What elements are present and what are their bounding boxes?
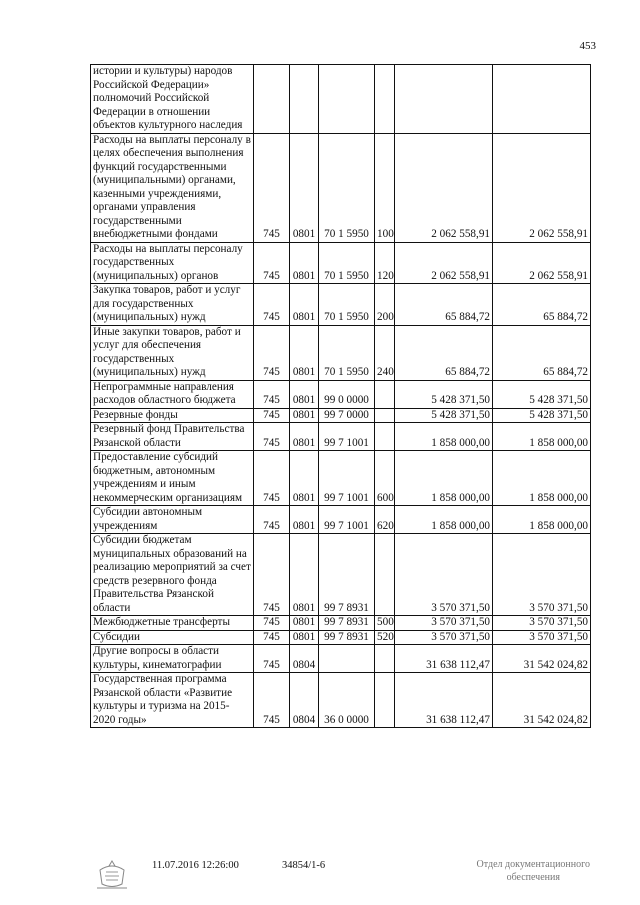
table-row: [91, 534, 591, 616]
row-expense-type: [375, 645, 395, 673]
page-footer: [0, 858, 640, 898]
row-amount-year-1: 2 062 558,91: [395, 242, 493, 284]
table-row: [91, 645, 591, 673]
row-ministry-code: 745: [254, 284, 290, 326]
row-name: Расходы на выплаты персоналу в целях обеспечения выполнения функций государственными (муниципальными) органами, казенными учреждениями, органами управления государственными внебюджетными фондами: [91, 133, 254, 242]
row-amount-year-1: 3 570 371,50: [395, 630, 493, 645]
row-target-code: [319, 65, 375, 134]
row-expense-type: 600: [375, 451, 395, 506]
row-ministry-code: 745: [254, 380, 290, 408]
row-section-code: 0801: [290, 380, 319, 408]
emblem-icon: [92, 858, 132, 892]
table-row: [91, 65, 591, 134]
row-target-code: 99 7 8931: [319, 616, 375, 631]
row-ministry-code: 745: [254, 630, 290, 645]
row-amount-year-1: 3 570 371,50: [395, 534, 493, 616]
row-ministry-code: 745: [254, 423, 290, 451]
row-target-code: 99 7 1001: [319, 423, 375, 451]
row-amount-year-2: [493, 65, 591, 134]
row-amount-year-2: 3 570 371,50: [493, 630, 591, 645]
row-section-code: 0801: [290, 506, 319, 534]
row-expense-type: [375, 408, 395, 423]
row-section-code: 0801: [290, 133, 319, 242]
row-target-code: 70 1 5950: [319, 284, 375, 326]
row-name: Другие вопросы в области культуры, кинематографии: [91, 645, 254, 673]
row-ministry-code: 745: [254, 645, 290, 673]
row-target-code: 70 1 5950: [319, 242, 375, 284]
row-amount-year-1: 1 858 000,00: [395, 451, 493, 506]
row-expense-type: [375, 380, 395, 408]
table-row: [91, 408, 591, 423]
row-ministry-code: 745: [254, 408, 290, 423]
row-section-code: 0801: [290, 325, 319, 380]
row-name: Непрограммные направления расходов областного бюджета: [91, 380, 254, 408]
row-expense-type: 240: [375, 325, 395, 380]
row-name: Субсидии автономным учреждениям: [91, 506, 254, 534]
row-ministry-code: 745: [254, 451, 290, 506]
row-amount-year-1: 5 428 371,50: [395, 408, 493, 423]
row-target-code: 70 1 5950: [319, 325, 375, 380]
row-target-code: 99 0 0000: [319, 380, 375, 408]
row-section-code: 0801: [290, 451, 319, 506]
row-expense-type: 520: [375, 630, 395, 645]
department-line-1: Отдел документационного: [476, 859, 590, 870]
row-amount-year-2: 5 428 371,50: [493, 408, 591, 423]
table-row: [91, 673, 591, 728]
row-name: Резервные фонды: [91, 408, 254, 423]
row-amount-year-2: 3 570 371,50: [493, 616, 591, 631]
row-section-code: 0801: [290, 242, 319, 284]
row-amount-year-1: 1 858 000,00: [395, 506, 493, 534]
row-section-code: 0801: [290, 630, 319, 645]
row-amount-year-2: 65 884,72: [493, 325, 591, 380]
row-amount-year-2: 31 542 024,82: [493, 645, 591, 673]
row-expense-type: 200: [375, 284, 395, 326]
table-row: [91, 284, 591, 326]
table-row: [91, 380, 591, 408]
row-expense-type: [375, 423, 395, 451]
row-amount-year-1: [395, 65, 493, 134]
row-section-code: 0801: [290, 534, 319, 616]
row-section-code: 0801: [290, 616, 319, 631]
row-section-code: 0801: [290, 408, 319, 423]
row-ministry-code: 745: [254, 616, 290, 631]
row-expense-type: 120: [375, 242, 395, 284]
row-target-code: [319, 645, 375, 673]
row-ministry-code: 745: [254, 325, 290, 380]
row-amount-year-1: 2 062 558,91: [395, 133, 493, 242]
row-target-code: 70 1 5950: [319, 133, 375, 242]
table-row: [91, 506, 591, 534]
budget-table: [90, 64, 591, 728]
row-expense-type: [375, 65, 395, 134]
row-amount-year-2: 1 858 000,00: [493, 451, 591, 506]
row-amount-year-2: 1 858 000,00: [493, 423, 591, 451]
row-name: истории и культуры) народов Российской Федерации» полномочий Российской Федерации в отношении объектов культурного наследия: [91, 65, 254, 134]
row-expense-type: [375, 673, 395, 728]
table-row: [91, 616, 591, 631]
row-amount-year-1: 1 858 000,00: [395, 423, 493, 451]
row-amount-year-2: 65 884,72: [493, 284, 591, 326]
row-ministry-code: 745: [254, 242, 290, 284]
row-target-code: 99 7 1001: [319, 506, 375, 534]
row-target-code: 99 7 1001: [319, 451, 375, 506]
row-amount-year-2: 2 062 558,91: [493, 133, 591, 242]
row-target-code: 99 7 8931: [319, 534, 375, 616]
row-amount-year-1: 65 884,72: [395, 284, 493, 326]
row-name: Расходы на выплаты персоналу государственных (муниципальных) органов: [91, 242, 254, 284]
footer-doc-number: 34854/1-6: [282, 860, 326, 871]
department-line-2: обеспечения: [506, 872, 560, 883]
row-section-code: 0804: [290, 673, 319, 728]
row-target-code: 99 7 0000: [319, 408, 375, 423]
row-amount-year-2: 1 858 000,00: [493, 506, 591, 534]
row-target-code: 36 0 0000: [319, 673, 375, 728]
row-section-code: 0804: [290, 645, 319, 673]
row-name: Межбюджетные трансферты: [91, 616, 254, 631]
row-name: Государственная программа Рязанской области «Развитие культуры и туризма на 2015-2020 годы»: [91, 673, 254, 728]
table-row: [91, 325, 591, 380]
row-ministry-code: 745: [254, 673, 290, 728]
row-section-code: 0801: [290, 423, 319, 451]
row-ministry-code: [254, 65, 290, 134]
row-amount-year-1: 65 884,72: [395, 325, 493, 380]
table-row: [91, 630, 591, 645]
table-row: [91, 423, 591, 451]
row-expense-type: [375, 534, 395, 616]
row-target-code: 99 7 8931: [319, 630, 375, 645]
row-name: Резервный фонд Правительства Рязанской области: [91, 423, 254, 451]
row-amount-year-1: 31 638 112,47: [395, 645, 493, 673]
row-ministry-code: 745: [254, 506, 290, 534]
row-expense-type: 620: [375, 506, 395, 534]
row-expense-type: 100: [375, 133, 395, 242]
row-name: Субсидии: [91, 630, 254, 645]
row-name: Предоставление субсидий бюджетным, автономным учреждениям и иным некоммерческим организациям: [91, 451, 254, 506]
page-number: 453: [579, 40, 596, 52]
row-section-code: [290, 65, 319, 134]
row-name: Субсидии бюджетам муниципальных образований на реализацию мероприятий за счет средств резервного фонда Правительства Рязанской области: [91, 534, 254, 616]
row-amount-year-2: 3 570 371,50: [493, 534, 591, 616]
row-amount-year-1: 5 428 371,50: [395, 380, 493, 408]
footer-department: [477, 858, 590, 884]
row-amount-year-1: 31 638 112,47: [395, 673, 493, 728]
table-body: [91, 65, 591, 728]
row-amount-year-2: 2 062 558,91: [493, 242, 591, 284]
row-name: Иные закупки товаров, работ и услуг для обеспечения государственных (муниципальных) нужд: [91, 325, 254, 380]
row-name: Закупка товаров, работ и услуг для государственных (муниципальных) нужд: [91, 284, 254, 326]
footer-datetime: 11.07.2016 12:26:00: [152, 860, 239, 871]
row-amount-year-2: 31 542 024,82: [493, 673, 591, 728]
row-amount-year-2: 5 428 371,50: [493, 380, 591, 408]
row-section-code: 0801: [290, 284, 319, 326]
table-row: [91, 133, 591, 242]
row-expense-type: 500: [375, 616, 395, 631]
table-row: [91, 242, 591, 284]
row-ministry-code: 745: [254, 534, 290, 616]
table-row: [91, 451, 591, 506]
row-amount-year-1: 3 570 371,50: [395, 616, 493, 631]
row-ministry-code: 745: [254, 133, 290, 242]
